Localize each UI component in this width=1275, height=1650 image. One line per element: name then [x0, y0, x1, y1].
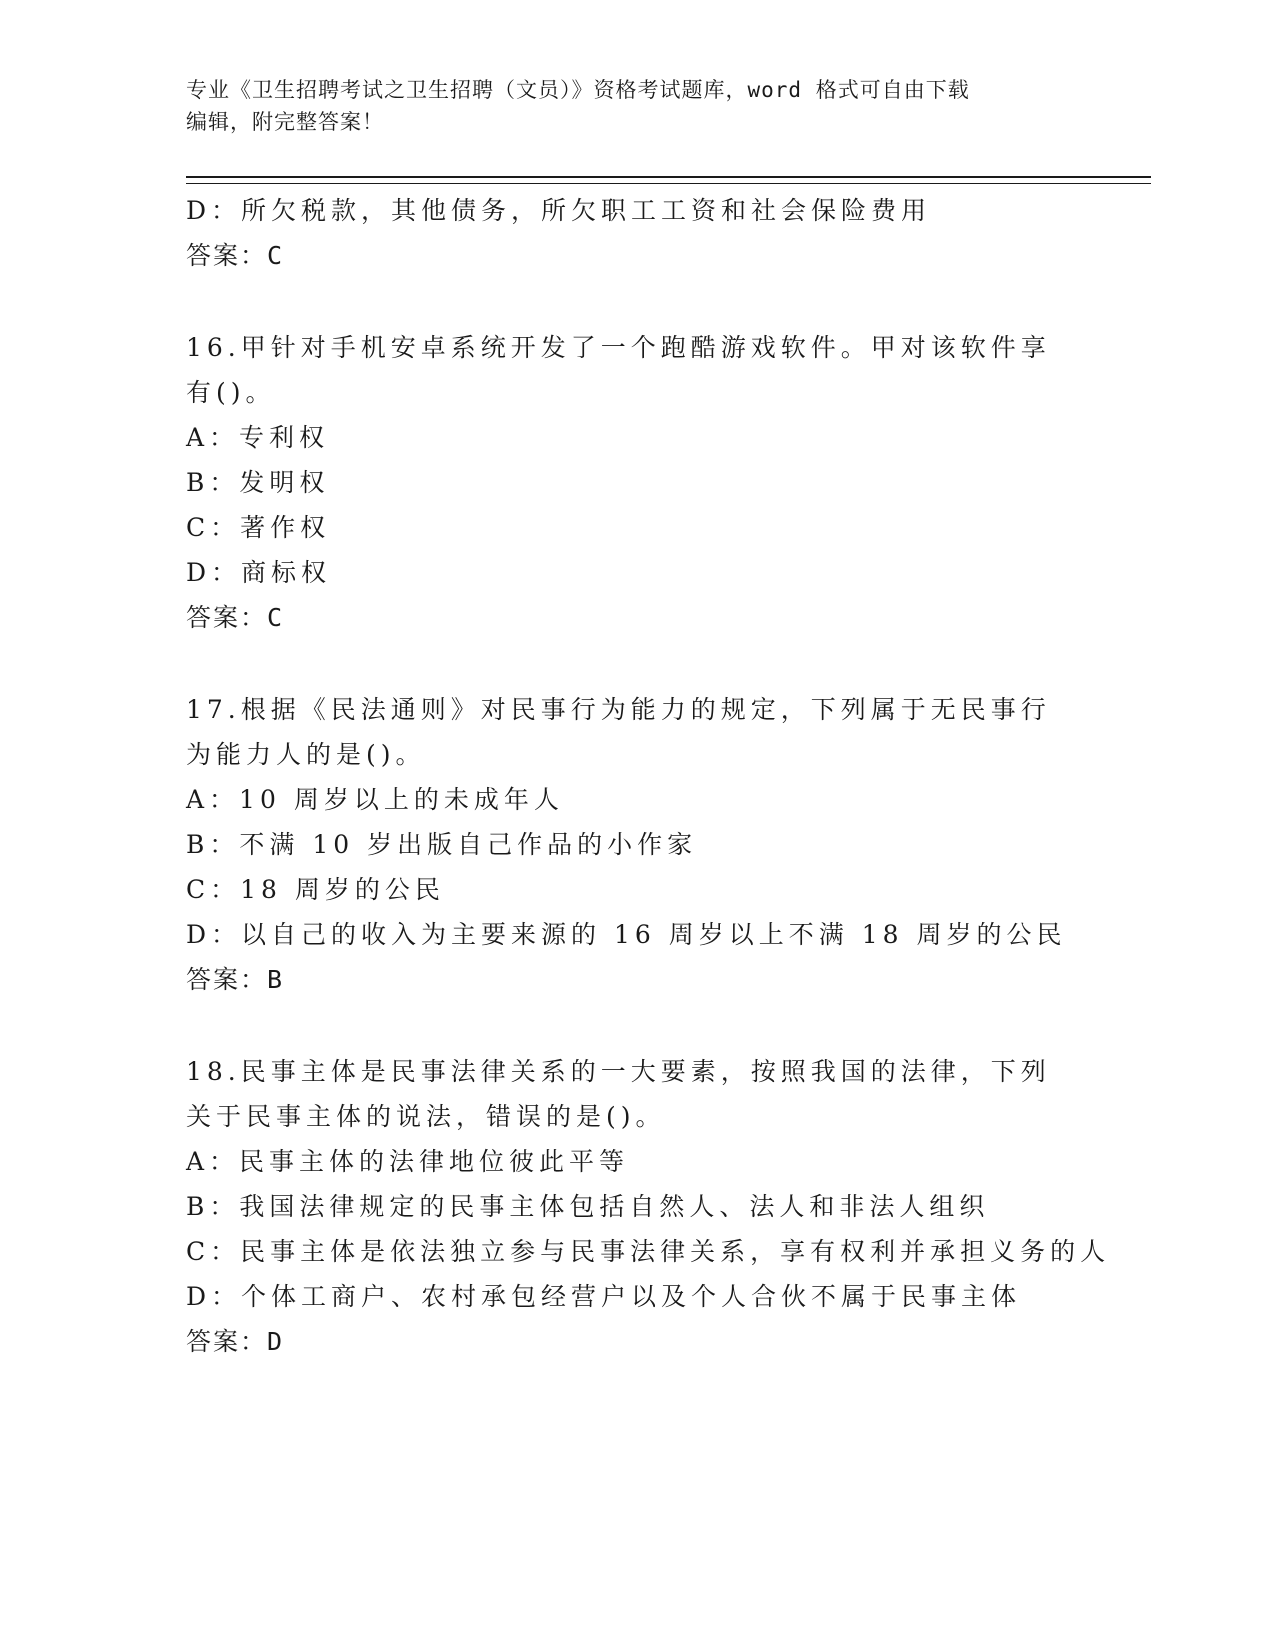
question-18: [186, 1049, 1111, 1364]
header-line-2: 编辑，附完整答案！: [186, 110, 384, 134]
answer-line: 答案：B: [186, 965, 285, 994]
option-d: D：所欠税款，其他债务，所欠职工工资和社会保险费用: [186, 196, 932, 225]
option-d: D：个体工商户、农村承包经营户以及个人合伙不属于民事主体: [186, 1282, 1022, 1311]
answer-line: 答案：C: [186, 241, 285, 270]
option-d: D：商标权: [186, 558, 332, 587]
option-b: B：发明权: [186, 468, 330, 497]
spacer: [186, 640, 1066, 687]
option-a: A：专利权: [186, 423, 330, 452]
question-17: [186, 687, 1066, 1002]
spacer: [186, 278, 1066, 325]
question-16: [186, 325, 1066, 640]
previous-question-tail: [186, 188, 1066, 278]
question-stem: 18.民事主体是民事法律关系的一大要素，按照我国的法律，下列关于民事主体的说法，错误的是()。: [186, 1057, 1051, 1131]
answer-line: 答案：C: [186, 603, 285, 632]
question-stem: 17.根据《民法通则》对民事行为能力的规定，下列属于无民事行为能力人的是()。: [186, 695, 1051, 769]
question-stem: 16.甲针对手机安卓系统开发了一个跑酷游戏软件。甲对该软件享有()。: [186, 333, 1051, 407]
option-b: B：我国法律规定的民事主体包括自然人、法人和非法人组织: [186, 1192, 990, 1221]
header-line-1: 专业《卫生招聘考试之卫生招聘（文员）》资格考试题库，word 格式可自由下载: [186, 78, 970, 102]
page-header: [186, 74, 1086, 138]
option-c: C：著作权: [186, 513, 331, 542]
header-divider: [186, 176, 1151, 184]
question-content: [186, 188, 1111, 1364]
option-c: C：民事主体是依法独立参与民事法律关系，享有权利并承担义务的人: [186, 1237, 1111, 1266]
answer-line: 答案：D: [186, 1327, 285, 1356]
option-a: A：民事主体的法律地位彼此平等: [186, 1147, 630, 1176]
option-a: A：10 周岁以上的未成年人: [186, 785, 564, 814]
option-b: B：不满 10 岁出版自己作品的小作家: [186, 830, 698, 859]
spacer: [186, 1002, 1066, 1049]
option-c: C：18 周岁的公民: [186, 875, 445, 904]
option-d: D：以自己的收入为主要来源的 16 周岁以上不满 18 周岁的公民: [186, 920, 1067, 949]
